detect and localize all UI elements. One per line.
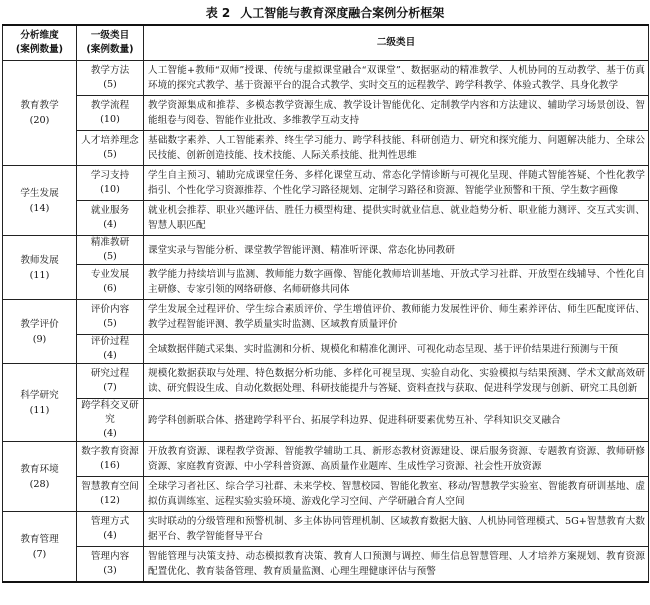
dimension-cell [3, 236, 77, 300]
level1-name: 智慧教育空间 [81, 481, 139, 492]
analysis-framework-table [2, 24, 649, 583]
level1-count: (4) [103, 428, 117, 439]
dimension-count: (28) [29, 478, 50, 490]
level2-cell: 人工智能+教师“双师”授课、传统与虚拟课堂融合“双课堂”、数据驱动的精准教学、人机协同的互动教学、基于仿真环境的探究式教学、基于资源平台的混合式教学、实时交互的远程教学、跨学科教学、体验式教学、具身化教学 [144, 61, 649, 96]
level1-cell [77, 512, 144, 547]
dimension-count: (9) [32, 333, 47, 345]
level1-name: 教学方法 [90, 65, 130, 76]
dimension-cell [3, 61, 77, 166]
table-number: 表 2 [205, 6, 231, 20]
table-row [3, 364, 649, 399]
dimension-cell [3, 512, 77, 583]
level2-cell: 全球学习者社区、综合学习社群、未来学校、智慧校园、智能化教室、移动/智慧教学实验室、智能教育研训基地、虚拟仿真训练室、远程实验实验环境、游戏化学习空间、产学研融合育人空间 [144, 477, 649, 512]
table-row [3, 131, 649, 166]
level1-name: 人才培养理念 [81, 135, 139, 146]
level1-cell [77, 364, 144, 399]
dimension-cell [3, 442, 77, 512]
level1-count: (7) [103, 382, 117, 393]
table-row [3, 201, 649, 236]
dimension-cell [3, 364, 77, 442]
level1-count: (5) [103, 149, 117, 160]
level1-count: (10) [100, 114, 120, 125]
header-level1-line2: (案例数量) [86, 44, 134, 55]
level1-count: (6) [103, 283, 117, 294]
table-row [3, 300, 649, 335]
level1-count: (12) [100, 495, 120, 506]
level1-cell [77, 265, 144, 300]
dimension-name: 教师发展 [20, 254, 59, 266]
table-row [3, 477, 649, 512]
table-row [3, 236, 649, 265]
level1-name: 就业服务 [90, 205, 130, 216]
level1-name: 专业发展 [90, 269, 130, 280]
level2-cell: 智能管理与决策支持、动态模拟教育决策、教育人口预测与调控、师生信息智慧管理、人才培养方案规划、教育资源配置优化、教育装备管理、教育质量监测、心理生理健康评估与预警 [144, 547, 649, 583]
dimension-cell [3, 166, 77, 236]
level1-count: (5) [103, 251, 117, 262]
dimension-name: 教育管理 [20, 533, 59, 545]
table-row [3, 442, 649, 477]
level2-cell: 教学能力持续培训与监测、教师能力数字画像、智能化教师培训基地、开放式学习社群、开放型在线辅导、个性化自主研修、专家引领的网络研修、名师研修共同体 [144, 265, 649, 300]
level1-name: 跨学科交叉研究 [81, 400, 139, 425]
level1-name: 管理内容 [90, 551, 130, 562]
dimension-name: 科学研究 [20, 389, 59, 401]
dimension-name: 学生发展 [20, 187, 59, 199]
level2-cell: 课堂实录与智能分析、课堂教学智能评测、精准听评课、常态化协同教研 [144, 236, 649, 265]
header-level1 [77, 25, 144, 61]
dimension-name: 教育环境 [20, 463, 59, 475]
table-row [3, 166, 649, 201]
table-row [3, 61, 649, 96]
dimension-cell [3, 300, 77, 364]
level2-cell: 基础数字素养、人工智能素养、终生学习能力、跨学科技能、科研创造力、研究和探究能力、问题解决能力、全球公民技能、创新创造技能、技术技能、人际关系技能、批判性思维 [144, 131, 649, 166]
level1-name: 评价内容 [90, 304, 130, 315]
level1-name: 学习支持 [90, 170, 130, 181]
level1-cell [77, 300, 144, 335]
header-dimension-line1: 分析维度 [20, 30, 59, 41]
level2-cell: 教学资源集成和推荐、多模态教学资源生成、教学设计智能优化、定制教学内容和方法建议、辅助学习场景创设、智能组卷与阅卷、智能作业批改、多维教学互动支持 [144, 96, 649, 131]
level1-cell [77, 477, 144, 512]
level1-cell [77, 442, 144, 477]
level1-cell [77, 236, 144, 265]
table-caption [0, 2, 650, 24]
level1-count: (5) [103, 318, 117, 329]
level2-cell: 全域数据伴随式采集、实时监测和分析、规模化和精准化测评、可视化动态呈现、基于评价结果进行预测与干预 [144, 335, 649, 364]
header-level1-line1: 一级类目 [90, 30, 130, 41]
table-row [3, 335, 649, 364]
level1-cell [77, 96, 144, 131]
level1-cell [77, 166, 144, 201]
header-row [3, 25, 649, 61]
level2-cell: 规模化数据获取与处理、特色数据分析功能、多样化可视呈现、实验自动化、实验模拟与结果预测、学术文献高效研读、研究假设生成、自动化数据处理、科研技能提升与答疑、资料查找与获取、促进科学发现与创新、研究工具创新 [144, 364, 649, 399]
dimension-count: (11) [29, 404, 50, 416]
level1-name: 评价过程 [90, 336, 130, 347]
dimension-count: (20) [29, 115, 50, 126]
header-dimension-line2: (案例数量) [15, 44, 64, 55]
level1-cell [77, 335, 144, 364]
table-row [3, 512, 649, 547]
level2-cell: 跨学科创新联合体、搭建跨学科平台、拓展学科边界、促进科研要素优势互补、学科知识交叉融合 [144, 399, 649, 442]
level1-count: (5) [103, 79, 117, 90]
dimension-count: (14) [29, 202, 50, 214]
level1-name: 数字教育资源 [81, 446, 139, 457]
level1-count: (4) [103, 350, 117, 361]
level1-count: (10) [100, 184, 120, 195]
table-row [3, 547, 649, 583]
level1-name: 精准教研 [90, 237, 130, 248]
table-title: 人工智能与教育深度融合案例分析框架 [240, 6, 445, 20]
level1-count: (16) [100, 460, 120, 471]
level1-cell [77, 131, 144, 166]
table-row [3, 265, 649, 300]
level2-cell: 实时联动的分级管理和预警机制、多主体协同管理机制、区域教育数据大脑、人机协同管理模式、5G+智慧教育大数据平台、教学智能督导平台 [144, 512, 649, 547]
header-level2: 二级类目 [144, 25, 649, 61]
level2-cell: 就业机会推荐、职业兴趣评估、胜任力模型构建、提供实时就业信息、就业趋势分析、职业能力测评、交互式实训、智慧人职匹配 [144, 201, 649, 236]
level1-name: 管理方式 [90, 516, 130, 527]
header-dimension [3, 25, 77, 61]
dimension-name: 教学评价 [20, 318, 59, 330]
table-body [3, 61, 649, 583]
level1-cell [77, 547, 144, 583]
level1-count: (4) [103, 530, 117, 541]
level1-cell [77, 201, 144, 236]
table-row [3, 96, 649, 131]
dimension-count: (7) [32, 548, 47, 560]
level2-cell: 开放教育资源、课程教学资源、智能教学辅助工具、新形态教材资源建设、课后服务资源、专题教育资源、教师研修资源、家庭教育资源、中小学科普资源、高质量作业题库、生成性学习资源、社会性开放资源 [144, 442, 649, 477]
level2-cell: 学生自主预习、辅助完成课堂任务、多样化课堂互动、常态化学情诊断与可视化呈现、伴随式智能答疑、个性化教学指引、个性化学习资源推荐、个性化学习路径规划、定制学习路径和资源、智能学业预警和干预、学生数字画像 [144, 166, 649, 201]
dimension-count: (11) [29, 269, 50, 281]
level1-count: (4) [103, 219, 117, 230]
dimension-name: 教育教学 [20, 100, 59, 111]
level1-name: 研究过程 [90, 368, 130, 379]
level2-cell: 学生发展全过程评价、学生综合素质评价、学生增值评价、教师能力发展性评价、师生素养评估、师生匹配度评估、教学过程智能评测、教学质量实时监测、区域教育质量评价 [144, 300, 649, 335]
level1-cell [77, 61, 144, 96]
table-row [3, 399, 649, 442]
level1-name: 教学流程 [90, 100, 130, 111]
level1-count: (3) [103, 565, 117, 576]
level1-cell [77, 399, 144, 442]
